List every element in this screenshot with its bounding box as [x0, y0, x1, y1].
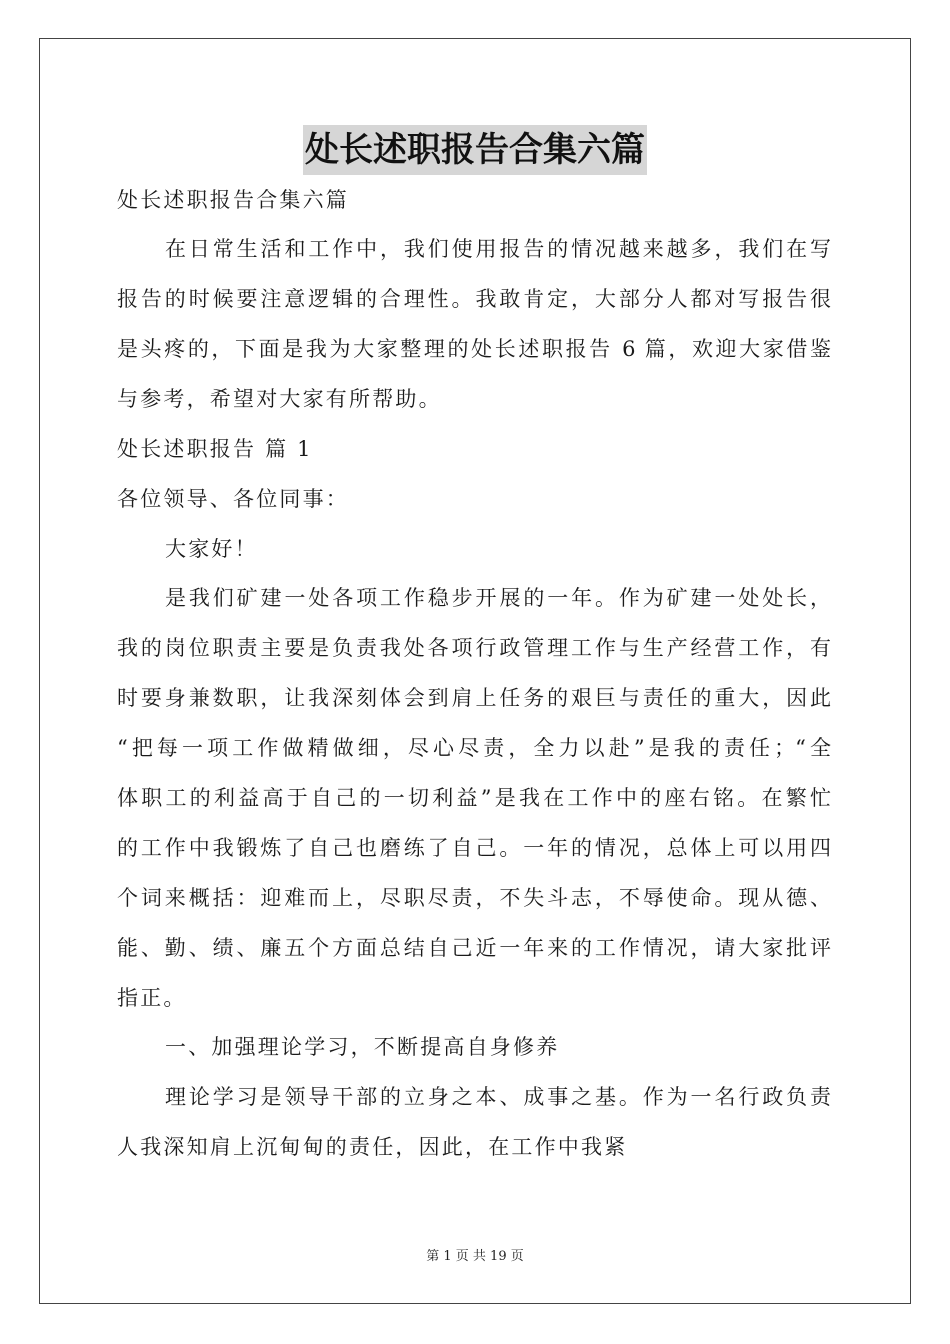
body-line-2: 我的岗位职责主要是负责我处各项行政管理工作与生产经营工作，有 — [117, 636, 831, 660]
body-line-4: “把每一项工作做精做细，尽心尽责，全力以赴”是我的责任；“全 — [117, 736, 831, 760]
theory-line-2: 人我深知肩上沉甸甸的责任，因此，在工作中我紧 — [117, 1135, 628, 1159]
intro-line-4: 与参考，希望对大家有所帮助。 — [117, 387, 442, 411]
subheading: 一、加强理论学习，不断提高自身修养 — [165, 1035, 560, 1059]
section-heading: 处长述职报告 篇 1 — [117, 437, 313, 461]
body-line-8: 能、勤、绩、廉五个方面总结自己近一年来的工作情况，请大家批评 — [117, 936, 831, 960]
intro-line-2: 报告的时候要注意逻辑的合理性。我敢肯定，大部分人都对写报告很 — [117, 287, 831, 311]
body-line-9: 指正。 — [117, 986, 187, 1010]
body-line-1: 是我们矿建一处各项工作稳步开展的一年。作为矿建一处处长， — [165, 586, 831, 610]
body-line-7: 个词来概括：迎难而上，尽职尽责，不失斗志，不辱使命。现从德、 — [117, 886, 831, 910]
greeting: 大家好！ — [165, 537, 258, 561]
document-subtitle: 处长述职报告合集六篇 — [117, 188, 349, 212]
document-title — [0, 125, 950, 181]
salutation: 各位领导、各位同事： — [117, 487, 349, 511]
page-border — [39, 38, 911, 1304]
body-line-3: 时要身兼数职，让我深刻体会到肩上任务的艰巨与责任的重大，因此 — [117, 686, 831, 710]
intro-line-1: 在日常生活和工作中，我们使用报告的情况越来越多，我们在写 — [165, 237, 831, 261]
theory-line-1: 理论学习是领导干部的立身之本、成事之基。作为一名行政负责 — [165, 1085, 831, 1109]
body-line-6: 的工作中我锻炼了自己也磨练了自己。一年的情况，总体上可以用四 — [117, 836, 831, 860]
page-footer: 第 1 页 共 19 页 — [426, 1249, 524, 1264]
intro-line-3: 是头疼的，下面是我为大家整理的处长述职报告 6 篇，欢迎大家借鉴 — [117, 337, 831, 361]
body-line-5: 体职工的利益高于自己的一切利益”是我在工作中的座右铭。在繁忙 — [117, 786, 831, 810]
document-title-text: 处长述职报告合集六篇 — [303, 125, 647, 175]
